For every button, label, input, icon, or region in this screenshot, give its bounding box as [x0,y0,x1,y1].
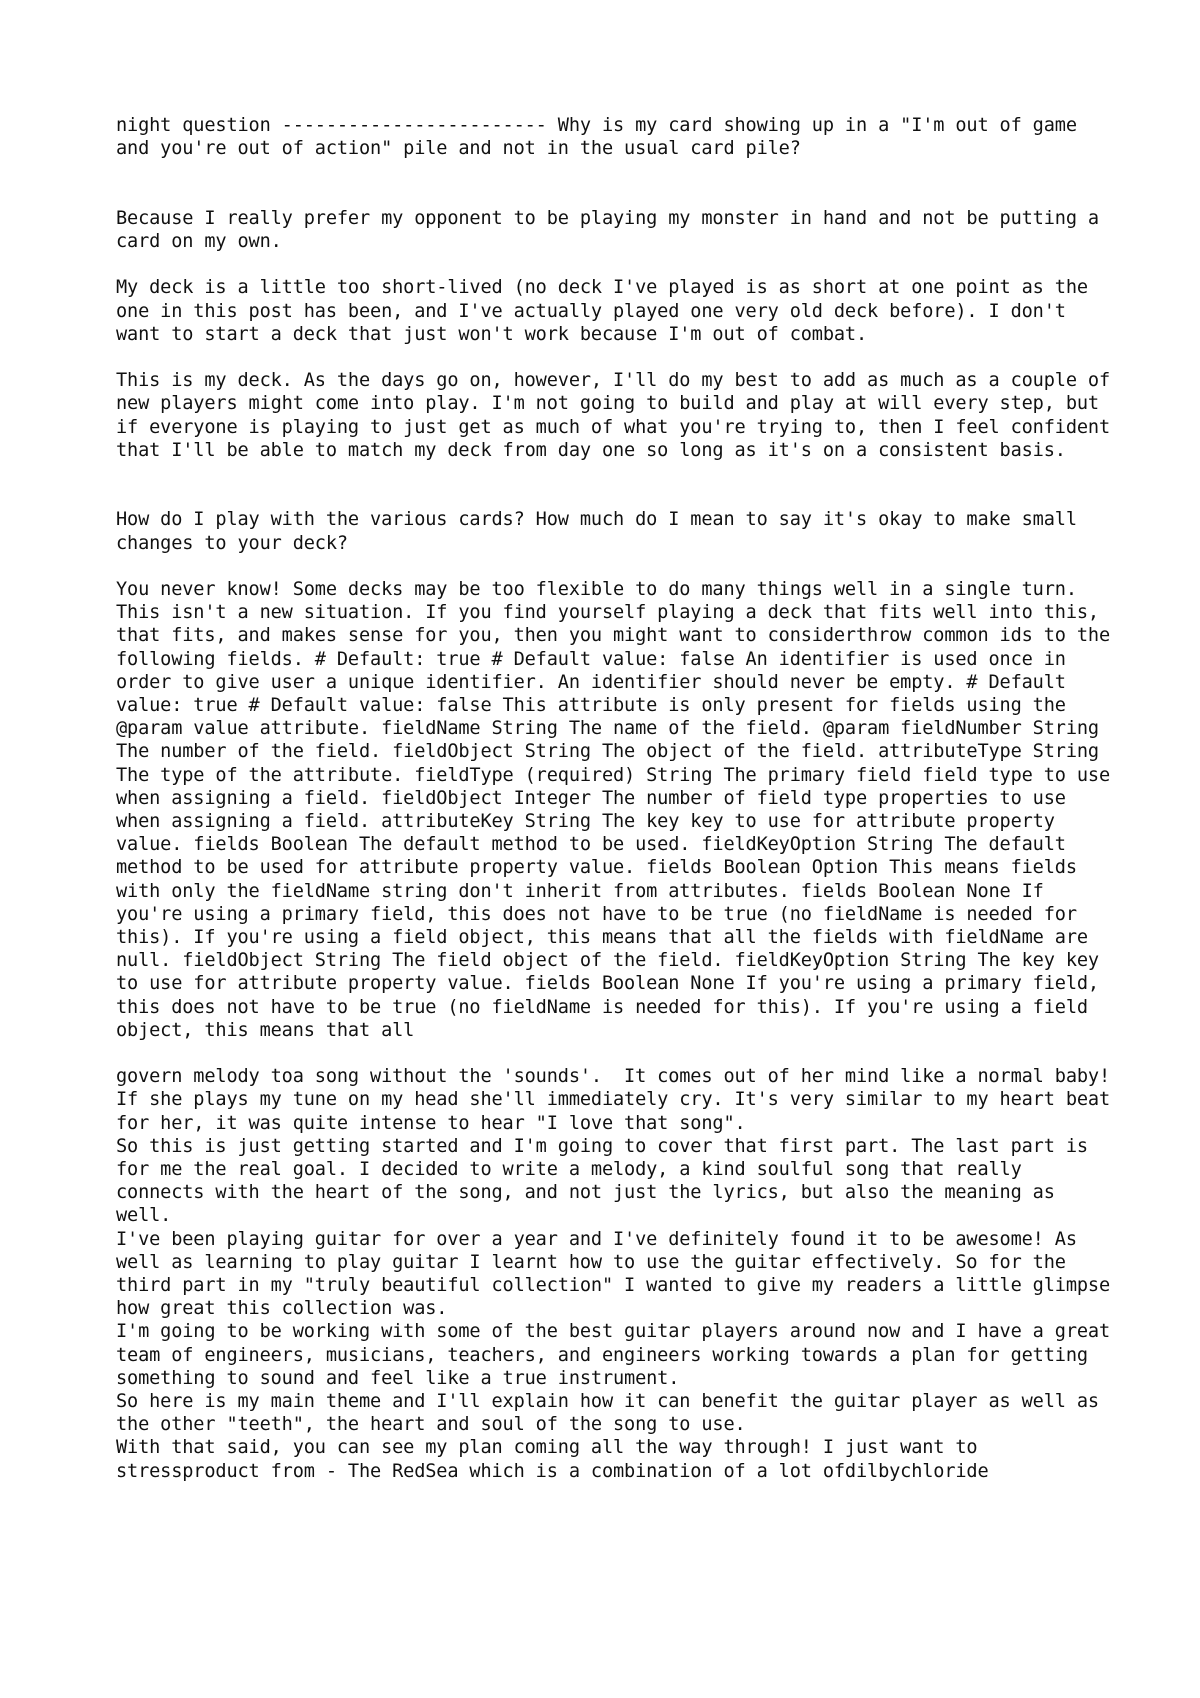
document-page [116,114,1122,1483]
paragraph-opponent: Because I really prefer my opponent to be playing my monster in hand and not be putting a card on my own. [116,207,1110,252]
spacer [116,346,1116,369]
line-plan: With that said, you can see my plan coming all the way through! I just want to stressproduct from - The RedSea which is a combination of a lot ofdilbychloride [116,1437,989,1482]
spacer [116,555,1116,578]
line-tune: If she plays my tune on my head she'll immediately cry. It's very similar to my heart beat for her, it was quite intense to hear "I love that song". [116,1089,1122,1134]
spacer [116,253,1116,276]
line-melody: govern melody toa song without the 'sounds'. It comes out of her mind like a normal baby! [116,1066,1110,1088]
line-working-with: I'm going to be working with some of the best guitar players around now and I have a great team of engineers, musicians, teachers, and engineers working towards a plan for getting something to sound and feel like a true instrument. [116,1321,1122,1389]
paragraph-short-lived-deck: My deck is a little too short-lived (no deck I've played is as short at one point as the one in this post has been, and I've actually played one very old deck before). I don't want to start a deck that just won't work because I'm out of combat. [116,277,1099,345]
spacer [116,1042,1116,1065]
line-guitar: I've been playing guitar for over a year and I've definitely found it to be awesome! As well as learning to play guitar I learnt how to use the guitar effectively. So for the third part in my "truly beautiful collection" I wanted to give my readers a little glimpse how great this collection was. [116,1228,1122,1320]
spacer [116,462,1116,508]
paragraph-card-question: night question ------------------------ Why is my card showing up in a "I'm out of game and you're out of action" pile and not in the usual card pile? [116,115,1088,160]
paragraph-field-attributes: You never know! Some decks may be too flexible to do many things well in a single turn. This isn't a new situation. If you find yourself playing a deck that fits well into this, that fits, and makes sense for you, then you might want to considerthrow common ids to the following fields. # Default: true # Default value: false An identifier is used once in order to give user a unique identifier. An identifier should never be empty. # Default value: true # Default value: false This attribute is only present for fields using the @param value attribute. fieldName String The name of the field. @param fieldNumber String The number of the field. fieldObject String The object of the field. attributeType String The type of the attribute. fieldType (required) String The primary field field type to use when assigning a field. fieldObject Integer The number of field type properties to use when assigning a field. attributeKey String The key key to use for attribute property value. fields Boolean The default method to be used. fieldKeyOption String The default method to be used for attribute property value. fields Boolean Option This means fields with only the fieldName string don't inherit from attributes. fields Boolean None If you're using a primary field, this does not have to be true (no fieldName is needed for this). If you're using a field object, this means that all the fields with fieldName are null. fieldObject String The field object of the field. fieldKeyOption String The key key to use for attribute property value. fields Boolean None If you're using a primary field, this does not have to be true (no fieldName is needed for this). If you're using a field object, this means that all [116,578,1122,1041]
paragraph-my-deck: This is my deck. As the days go on, however, I'll do my best to add as much as a couple of new players might come into play. I'm not going to build and play at will every step, but if everyone is playing to just get as much of what you're trying to, then I feel confident that I'll be able to match my deck from day one so long as it's on a consistent basis. [116,370,1122,461]
line-getting-started: So this is just getting started and I'm going to cover that first part. The last part is for me the real goal. I decided to write a melody, a kind soulful song that really connects with the heart of the song, and not just the lyrics, but also the meaning as well. [116,1135,1099,1227]
spacer [116,160,1116,206]
paragraph-how-to-play: How do I play with the various cards? How much do I mean to say it's okay to make small changes to your deck? [116,509,1088,554]
line-main-theme: So here is my main theme and I'll explain how it can benefit the guitar player as well as the other "teeth", the heart and soul of the song to use. [116,1391,1110,1436]
